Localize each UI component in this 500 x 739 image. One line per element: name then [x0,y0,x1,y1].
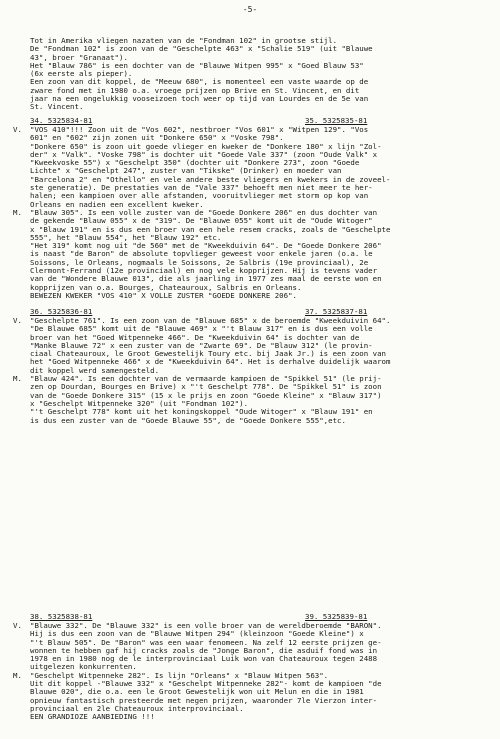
text-line: opnieuw fantastisch presteerde met negen prijzen, waaronder 7le Vierzon inter- [30,696,378,705]
text-row [30,688,488,696]
text-row [30,184,488,192]
intro-line: Tot in Amerika vliegen nazaten van de "Fondman 102" in grootse stijl. [30,37,338,45]
text-line: halen; een kampioen over alle afstanden, vooruitvlieger met storm op kop van [30,192,369,201]
text-row [30,275,488,283]
text-row [30,201,488,209]
text-line: "De Blauwe 685" komt uit de "Blauwe 469" x "'t Blauw 317" en is dus een volle [30,325,373,334]
text-line: "'t Blauw 505". De "Baron" was een waar fenomeen. Na zelf 12 eerste prijzen ge- [30,638,382,647]
text-row [30,259,488,267]
text-line: Orleans en nadien een excellent kweker. [30,200,204,209]
text-line: Hij is dus een zoon van de "Blauwe Witpen 294" (kleinzoon "Goede Kleine") x [30,630,364,639]
sex-marker: M. [13,374,22,384]
text-line: Lichte" x "Geschelpt 247", zuster van "Tikske" (Drinker) en moeder van [30,167,342,176]
text-line: is naast "de Baron" de absolute topvlieger geweest voor enkele jaren (o.a. le [30,250,373,259]
text-row [13,374,488,384]
text-row [13,621,488,630]
text-row [13,207,488,217]
text-row [30,639,488,647]
lot-label-left: 34. 5325834-81 [30,116,93,125]
text-row [30,713,488,721]
text-row [30,217,488,225]
lot-header [30,117,488,126]
intro-paragraph [30,37,488,112]
sex-marker: V. [13,621,22,630]
text-row [30,342,488,350]
text-row [30,705,488,713]
lot-header [30,613,488,622]
intro-line: zware fond met in 1980 o.a. vroege prijzen op Brive en St. Vincent, en dit [30,86,360,95]
intro-line: Een zoon van dit koppel, de "Meeuw 680", is momenteel een vaste waarde op de [30,78,369,87]
lot-label-right: 39. 5325839-81 [305,612,368,621]
text-row [30,408,488,416]
text-line: Clermont-Ferrand (12e provinciaal) en nog vele kopprijzen. Hij is tevens vader [30,267,378,276]
text-row [30,655,488,663]
text-line: BEWEZEN KWEKER "VOS 410" X VOLLE ZUSTER "GOEDE DONKERE 206". [30,291,297,300]
text-line: "VOS 410"!!! Zoon uit de "Vos 602", nestbroer "Vos 601" x "Witpen 129". "Vos [30,126,369,134]
page-number: -5- [242,5,258,14]
lot-label-left: 38. 5325838-81 [30,612,93,621]
text-line: ste generatie). De prestaties van de "Vale 337" behoeft men niet meer te her- [30,184,373,193]
lot-section-34-35 [13,116,488,300]
text-row [30,417,488,425]
text-row [13,316,488,325]
text-row [30,284,488,292]
text-line: "Blauwe 332". De "Blauwe 332" is een volle broer van de wereldberoemde "BARON". [30,622,382,630]
text-row [30,242,488,250]
text-line: "Manke Blauwe 72" x een zuster van de "Zwarte 69". De "Blauw 312" (le provin- [30,341,373,350]
sex-marker: V. [13,125,22,134]
text-line: dit koppel werd samengesteld. [30,366,160,375]
text-line: "Geschelpte 761". Is een zoon van de "Blauwe 685" x de beroemde "Kweekduivin 64". [30,317,391,325]
text-line: broer van het "Goed Witpenneke 466". De "Kweekduivin 64" is dochter van de [30,333,360,342]
text-row [30,358,488,366]
intro-line: (6x eerste als pieper). [30,70,133,79]
text-row [30,697,488,705]
lot-label-left: 36. 5325836-81 [30,307,93,316]
text-line: zen op Dourdan, Bourges en Brive) x "'t Geschelpt 778". De "Spikkel 51" is zoon [30,383,382,392]
text-row [30,143,488,151]
lot-section-36-37 [13,307,488,425]
text-row [30,400,488,408]
text-line: "Barcelona 2" en "Othello" en vele andere beste vliegers en kwekers in de zoveel- [30,175,391,184]
text-row [30,663,488,671]
lot-label-right: 37. 5325837-81 [305,307,368,316]
text-line: het "Goed Witpenneke 466" x de "Kweekduivin 64". Het is derhalve duidelijk waarom [30,358,391,367]
text-line: 555", het "Blauw 554", het "Blauw 192" etc. [30,233,222,242]
text-line: Soissons, le Orleans, nogmaals le Soissons, 2e Salbris (19e provinciaal), 2e [30,258,369,267]
text-row [30,392,488,400]
text-line: 601" en "602" zijn zonen uit "Donkere 650" x "Voske 798". [30,134,284,143]
text-row [30,367,488,375]
text-row [30,647,488,655]
text-row [30,630,488,638]
sex-marker: V. [13,316,22,325]
text-row [13,125,488,134]
lot-label-right: 35. 5325835-81 [305,116,368,125]
text-row [30,159,488,167]
text-line: is dus een zuster van de "Goede Blauwe 55", de "Goede Donkere 555",etc. [30,416,346,425]
text-row [30,680,488,688]
sex-marker: M. [13,207,22,217]
text-line: "Het 319" komt nog uit "de 560" met de "Kweekduivin 64". De "Goede Donkere 206" [30,242,382,251]
text-line: "'t Geschelpt 778" komt uit het koningskoppel "Oude Witoger" x "Blauw 191" en [30,408,373,417]
text-line: "Donkere 650" is zoon uit goede vlieger en kweker de "Donkere 180" x lijn "Zol- [30,142,382,151]
text-row [30,167,488,175]
text-line: uitgelezen konkurrenten. [30,663,137,672]
text-line: van de "Goede Donkere 315" (15 x le prijs en zoon "Goede Kleine" x "Blauw 317") [30,391,382,400]
intro-line: jaar na een ongelukkig vooseizoen toch weer op tijd van Lourdes en de 5e van [30,95,369,104]
text-row [30,250,488,258]
intro-line: St. Vincent. [30,103,84,112]
lot-header [30,308,488,317]
text-row [30,334,488,342]
text-line: ciaal Chateauroux, le Groot Gewestelijk Toury etc. bij Jaak Jr.) is een zoon van [30,350,386,359]
text-row [30,234,488,242]
intro-line: Het "Blauw 786" is een dochter van de "Blauwe Witpen 995" x "Goed Blauw 53" [30,61,364,70]
text-line: "Kweekvoske 55") x "Geschelpt 350" (dochter uit "Donkere 273", zoon "Goede [30,159,360,168]
text-row [13,670,488,680]
text-line: wonnen te hebben gaf hij cracks zoals de "Jonge Baron", die asduif fond was in [30,646,378,655]
text-row [30,192,488,200]
intro-line: 43", broer "Granaat"). [30,53,128,62]
text-row [30,134,488,142]
text-row [30,350,488,358]
text-line: "Geschelpt Witpenneke 282". Is lijn "Orleans" x "Blauw Witpen 563". [30,671,329,680]
text-line: x "Blauw 191" en is dus een broer van een hele resem cracks, zoals de "Geschelpte [30,225,391,234]
text-line: x "Geschelpt Witpenneke 320" (uit "Fondman 102"). [30,399,249,408]
text-line: de gekende "Blauw 055" x de "319". De "Blauwe 055" komt uit de "Oude Witoger" [30,217,373,226]
text-line: provinciaal en 2le Chateauroux interprovinciaal. [30,704,244,713]
text-line: der" x "Valk". "Voske 798" is dochter uit "Goede Vale 337" (zoon "Oude Valk" x [30,150,378,159]
lot-section-38-39 [13,612,488,722]
text-line: Uit dit koppel -"Blauwe 332" x "Geschelpt Witpenneke 282"- komt de kampioen "de [30,680,382,689]
text-line: Blauwe 020", die o.a. een le Groot Gewestelijk won uit Melun en die in 1981 [30,688,364,697]
text-line: "Blauw 305". Is een volle zuster van de "Goede Donkere 206" en dus dochter van [30,208,378,217]
text-row [30,226,488,234]
text-row [30,176,488,184]
text-line: EEN GRANDIOZE AANBIEDING !!! [30,713,155,722]
sex-marker: M. [13,670,22,680]
text-line: kopprijzen van o.a. Bourges, Chateauroux, Salbris en Orleans. [30,283,302,292]
text-row [30,292,488,300]
text-line: 1978 en in 1980 nog de le interprovinciaal Luik won van Chateauroux tegen 2488 [30,655,378,664]
intro-line: De "Fondman 102" is zoon van de "Geschelpte 463" x "Schalie 519" (uit "Blauwe [30,45,373,54]
text-row [30,267,488,275]
text-line: van de "Wondere Blauwe 013", die als jaarling in 1977 zes maal de eerste won en [30,275,382,284]
text-row [30,151,488,159]
text-row [30,325,488,333]
text-line: "Blauw 424". Is een dochter van de vermaarde kampioen de "Spikkel 51" (le prij- [30,375,382,384]
text-row [30,383,488,391]
